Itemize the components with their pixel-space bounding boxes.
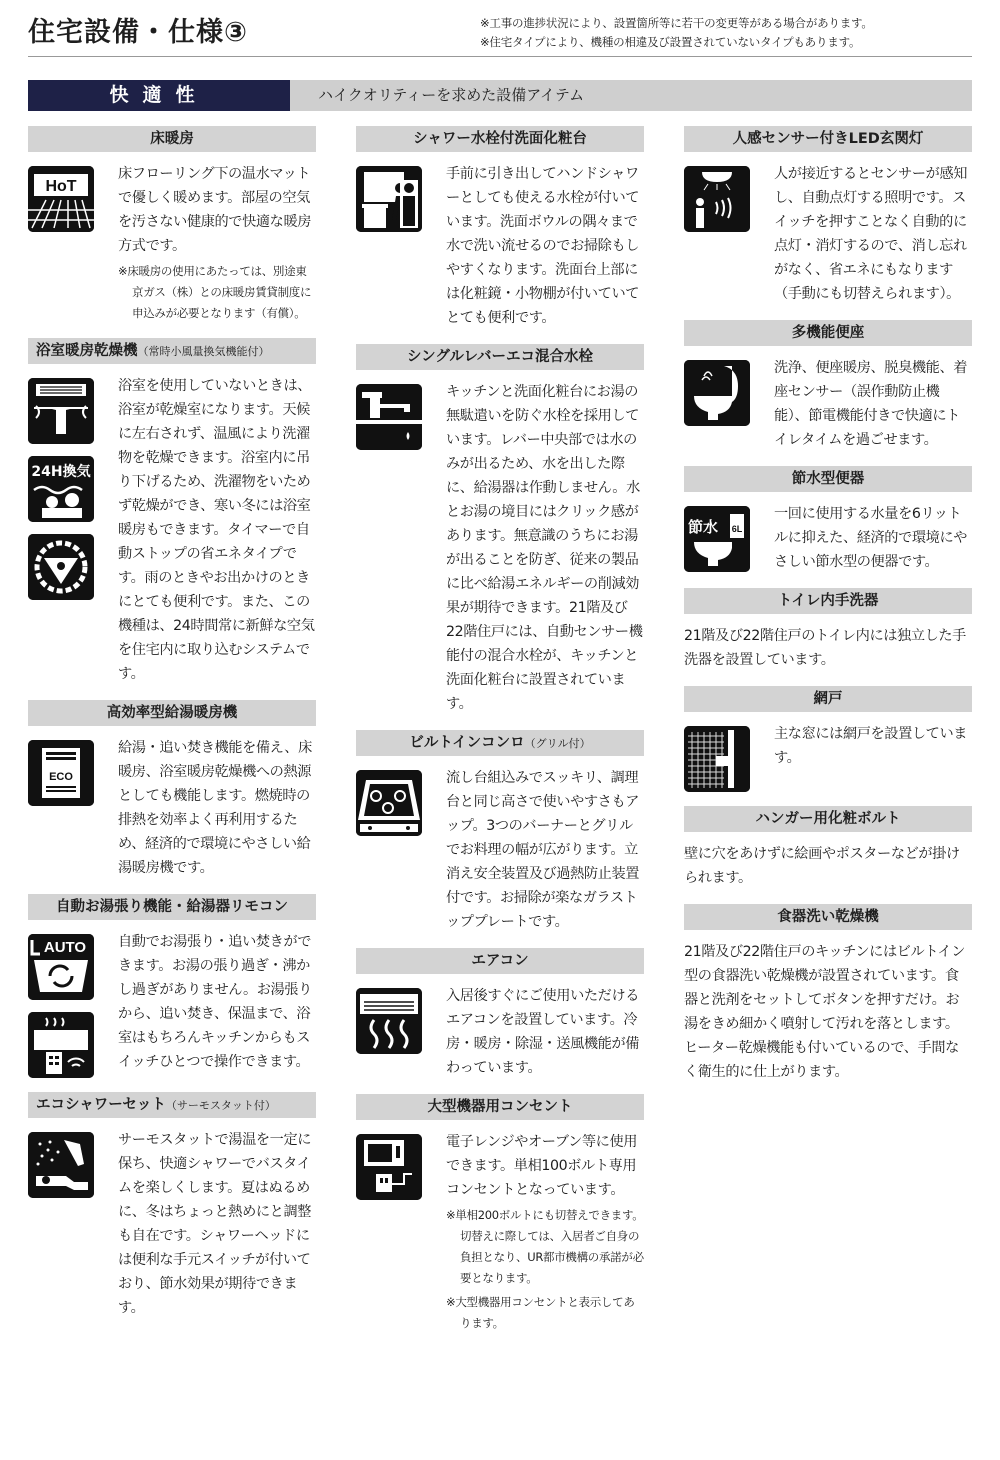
item-title: 自動お湯張り機能・給湯器リモコン: [28, 894, 316, 920]
item-text: 浴室を使用していないときは、浴室が乾燥室になります。天候に左右されず、温風により洗濯物を乾燥できます。浴室内に吊り下げるため、洗濯物をいためず乾燥ができ、寒い冬には浴室暖房もできます。タイマーで自動ストップの省エネタイプです。雨のときやお出かけのときにとても便利です。また、この機種は、24時間常に新鮮な空気を住宅内に取り込むシステムです。: [118, 378, 315, 682]
item-text: 床フローリング下の温水マットで優しく暖めます。部屋の空気を汚さない健康的で快適な暖房方式です。: [118, 166, 312, 254]
item-text: 流し台組込みでスッキリ、調理台と同じ高さで使いやすさもアップ。3つのバーナーとグリルでお料理の幅が広がります。立消え安全装置及び過熱防止装置付です。お掃除が楽なガラストッププレートです。: [446, 770, 640, 930]
icon-label: 24H換気: [31, 464, 91, 480]
motion-sensor-light-icon: [684, 166, 750, 232]
column-2: [356, 126, 644, 1348]
item-title: 人感センサー付きLED玄関灯: [684, 126, 972, 152]
item-text: 人が接近するとセンサーが感知し、自動点灯する照明です。スイッチを押すことなく自動的に点灯・消灯するので、消し忘れがなく、省エネにもなります（手動にも切替えられます）。: [774, 166, 968, 302]
item-text: 洗浄、便座暖房、脱臭機能、着座センサー（誤作動防止機能）、節電機能付きで快適にトイレタイムを過ごせます。: [774, 360, 968, 448]
item-stove: [356, 730, 644, 934]
auto-bath-icon: [28, 934, 94, 1000]
remote-control-icon: [28, 1012, 94, 1078]
item-text: 主な窓には網戸を設置しています。: [774, 726, 968, 766]
column-3: [684, 126, 972, 1098]
item-title-main: 浴室暖房乾燥機: [36, 343, 138, 359]
item-text: 21階及び22階住戸のキッチンにはビルトイン型の食器洗い乾燥機が設置されています。食器と洗剤をセットしてボタンを押すだけ。お湯をきめ細かく噴射して汚れを落とします。ヒーター乾燥機能も付いているので、手間なく衛生的に仕上がります。: [684, 944, 965, 1080]
page-notes: [480, 14, 873, 52]
item-aircon: [356, 948, 644, 1080]
note-line: ※住宅タイプにより、機種の相違及び設置されていないタイプもあります。: [480, 35, 861, 49]
item-title: エアコン: [356, 948, 644, 974]
item-toilet-seat: [684, 320, 972, 452]
bath-dryer-icon: [28, 378, 94, 444]
item-title: 高効率型給湯暖房機: [28, 700, 316, 726]
icon-label: ECO: [49, 771, 73, 783]
item-vanity: [356, 126, 644, 330]
divider: [28, 56, 972, 57]
item-text: 電子レンジやオーブン等に使用できます。単相100ボルト専用コンセントとなっています。: [446, 1134, 638, 1198]
item-hanger-bolt: [684, 806, 972, 890]
item-bath-dryer: [28, 338, 316, 686]
page-title: 住宅設備・仕様③: [28, 17, 248, 48]
water-saving-icon: [684, 506, 750, 572]
item-title-small: （グリル付）: [524, 737, 591, 750]
item-eco-shower: [28, 1092, 316, 1320]
item-title: シングルレバーエコ混合水栓: [356, 344, 644, 370]
section-banner: [28, 80, 972, 111]
note-line: ※工事の進捗状況により、設置箇所等に若干の変更等がある場合があります。: [480, 16, 873, 30]
item-title: 床暖房: [28, 126, 316, 152]
mixer-faucet-icon: [356, 384, 422, 450]
item-title: 大型機器用コンセント: [356, 1094, 644, 1120]
item-title: 節水型便器: [684, 466, 972, 492]
item-note: ※大型機器用コンセントと表示してあります。: [446, 1295, 635, 1330]
toilet-seat-icon: [684, 360, 750, 426]
item-water-saving-toilet: [684, 466, 972, 574]
item-text: 入居後すぐにご使用いただけるエアコンを設置しています。冷房・暖房・除湿・送風機能が備わっています。: [446, 988, 640, 1076]
item-note: ※床暖房の使用にあたっては、別途東京ガス（株）との床暖房賃貸制度に申込みが必要となります（有償）。: [118, 264, 312, 320]
item-title-main: ビルトインコンロ: [409, 735, 525, 751]
icon-sublabel: 6L: [731, 524, 743, 534]
ventilation-24h-icon: [28, 456, 94, 522]
item-title: ハンガー用化粧ボルト: [684, 806, 972, 832]
item-text: サーモスタットで湯温を一定に保ち、快適シャワーでバスタイムを楽しくします。夏はぬるめに、冬はちょっと熱めにと調整も自在です。シャワーヘッドには便利な手元スイッチが付いており、節水効果が期待できます。: [118, 1132, 312, 1316]
timer-eco-icon: [28, 534, 94, 600]
hot-floor-icon: [28, 166, 94, 232]
item-title: 網戸: [684, 686, 972, 712]
item-title-main: エコシャワーセット: [36, 1097, 166, 1113]
item-screen: [684, 686, 972, 792]
item-title: 多機能便座: [684, 320, 972, 346]
banner-label: 快適性: [28, 80, 290, 111]
item-text: 給湯・追い焚き機能を備え、床暖房、浴室暖房乾燥機への熱源としても機能します。燃焼時の排熱を効率よく再利用するため、経済的で環境にやさしい給湯暖房機です。: [118, 740, 312, 876]
item-faucet: [356, 344, 644, 716]
item-boiler: [28, 700, 316, 880]
icon-label: 節水: [688, 518, 719, 536]
item-title-small: （常時小風量換気機能付）: [137, 345, 270, 358]
item-title: [28, 338, 316, 364]
shower-icon: [28, 1132, 94, 1198]
eco-boiler-icon: [28, 740, 94, 806]
item-text: 手前に引き出してハンドシャワーとしても使える水栓が付いています。洗面ボウルの隅々まで水で洗い流せるのでお掃除もしやすくなります。洗面台上部には化粧鏡・小物棚が付いていてとても便利です。: [446, 166, 640, 326]
item-auto-bath: [28, 894, 316, 1078]
icon-label: AUTO: [43, 939, 87, 956]
item-text: キッチンと洗面化粧台にお湯の無駄遣いを防ぐ水栓を採用しています。レバー中央部では水のみが出るため、水を出した際に、給湯器は作動しません。水とお湯の境目にはクリック感があります。無意識のうちにお湯が出ることを防ぎ、従来の製品に比べ給湯エネルギーの削減効果が期待できます。21階及び22階住戸には、自動センサー機能付の混合水栓が、キッチンと洗面化粧台に設置されています。: [446, 384, 643, 712]
item-note: ※単相200ボルトにも切替えできます。切替えに際しては、入居者ご自身の負担となり、UR都市機構の承諾が必要となります。: [446, 1208, 644, 1285]
column-1: [28, 126, 316, 1334]
item-title: [356, 730, 644, 756]
item-title: [28, 1092, 316, 1118]
item-led-light: [684, 126, 972, 306]
item-text: 壁に穴をあけずに絵画やポスターなどが掛けられます。: [684, 846, 960, 886]
item-title: 食器洗い乾燥機: [684, 904, 972, 930]
item-title: トイレ内手洗器: [684, 588, 972, 614]
air-conditioner-icon: [356, 988, 422, 1054]
item-title: シャワー水栓付洗面化粧台: [356, 126, 644, 152]
item-floor-heating: [28, 126, 316, 324]
microwave-outlet-icon: [356, 1134, 422, 1200]
item-text: 一回に使用する水量を6リットルに抑えた、経済的で環境にやさしい節水型の便器です。: [774, 506, 968, 570]
item-title-small: （サーモスタット付）: [165, 1099, 276, 1112]
built-in-stove-icon: [356, 770, 422, 836]
icon-label: HoT: [45, 178, 77, 195]
banner-subtitle: ハイクオリティーを求めた設備アイテム: [318, 86, 585, 104]
item-text: 21階及び22階住戸のトイレ内には独立した手洗器を設置しています。: [684, 628, 966, 668]
item-handwash: [684, 588, 972, 672]
item-text: 自動でお湯張り・追い焚きができます。お湯の張り過ぎ・沸かし過ぎがありません。お湯張りから、追い焚き、保温まで、浴室はもちろんキッチンからもスイッチひとつで操作できます。: [118, 934, 312, 1070]
screen-door-icon: [684, 726, 750, 792]
item-outlet: [356, 1094, 644, 1334]
vanity-shower-icon: [356, 166, 422, 232]
item-dishwasher: [684, 904, 972, 1084]
